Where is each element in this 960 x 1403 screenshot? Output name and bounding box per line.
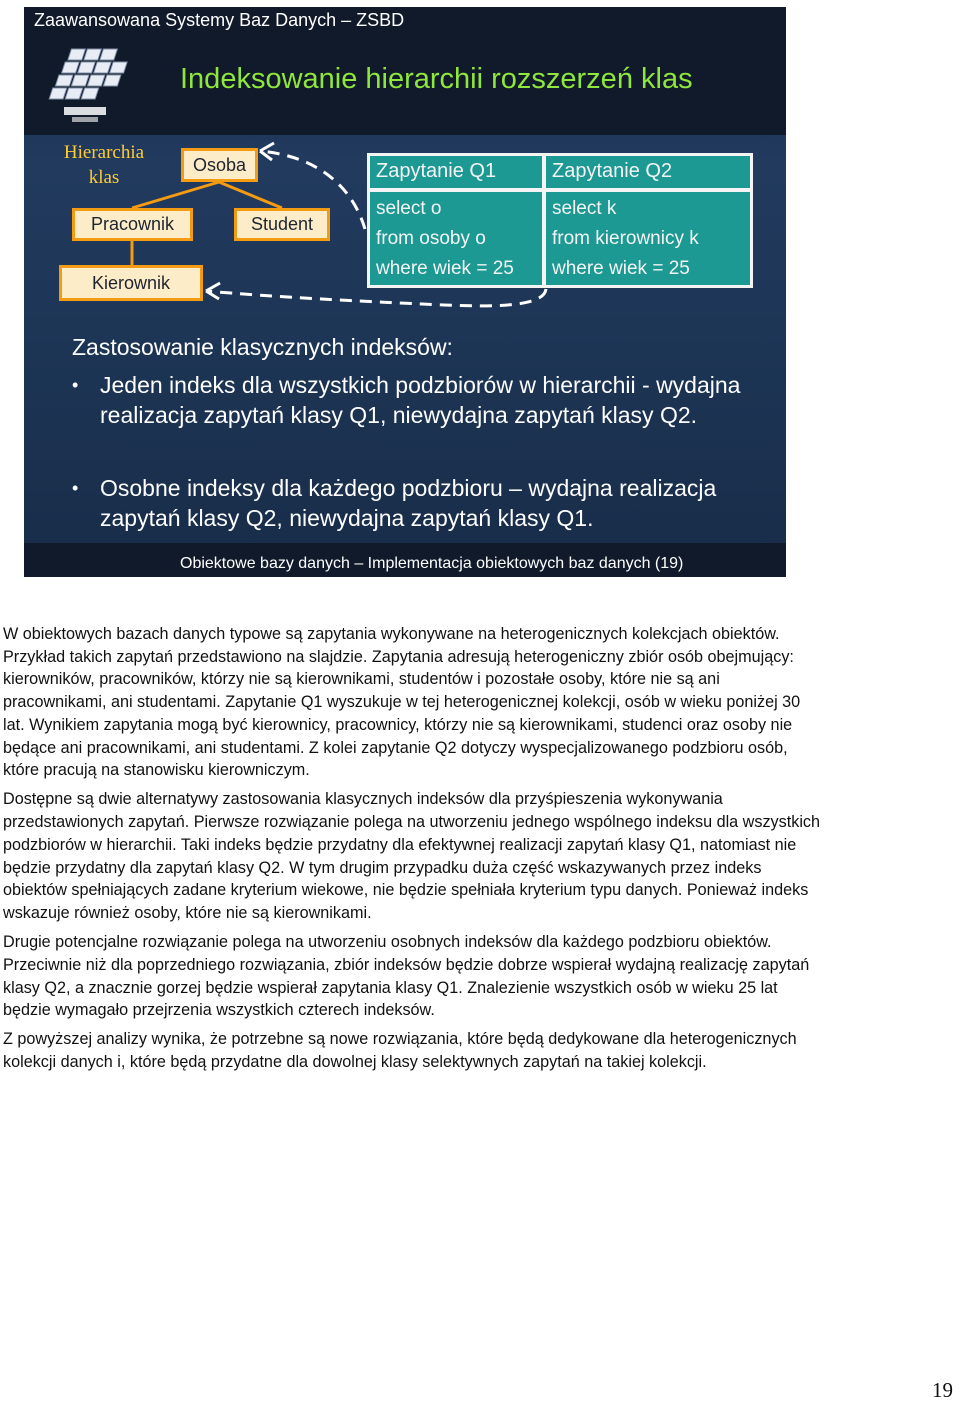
query-q2-line: from kierownicy k: [552, 228, 699, 249]
lecture-notes: [3, 623, 823, 1080]
hierarchy-label: [54, 140, 154, 190]
query-q1-line: select o: [376, 198, 442, 219]
hierarchy-label-line: Hierarchia: [63, 142, 145, 163]
class-box-student: Student: [234, 208, 330, 241]
notes-paragraph: W obiektowych bazach danych typowe są zapytania wykonywane na heterogenicznych kolekcjach obiektów. Przykład takich zapytań przedstawiono na slajdzie. Zapytania adresują heterogeniczny zbiór osób obejmujący: kierowników, pracowników, którzy nie są kierownikami, studentów i pozostałe osoby, które nie są ani pracownikami, ani studentami. Zapytanie Q1 wyszukuje w tej heterogenicznej kolekcji, osób w wieku poniżej 30 lat. Wynikiem zapytania mogą być kierownicy, pracownicy, którzy nie są kierownikami, studenci oraz osoby nie będące ani pracownikami, ani studentami. Z kolei zapytanie Q2 dotyczy wyspecjalizowanego podzbioru osób, które pracują na stanowisku kierowniczym.: [3, 625, 801, 780]
course-title: Zaawansowana Systemy Baz Danych – ZSBD: [34, 10, 405, 30]
bullet-text: Osobne indeksy dla każdego podzbioru – wydajna realizacja zapytań klasy Q2, niewydajna zapytań klasy Q1.: [100, 475, 717, 531]
bullet-dot-icon: •: [72, 375, 79, 395]
query-q2-body: [543, 189, 753, 288]
bullets-heading: Zastosowanie klasycznych indeksów:: [72, 334, 453, 360]
query-q1-title: Zapytanie Q1: [367, 153, 545, 191]
notes-paragraph: Z powyższej analizy wynika, że potrzebne są nowe rozwiązania, które będą dedykowane dla heterogenicznych kolekcji danych i, które będą przydatne dla dowolnej klasy selektywnych zapytań na takiej kolekcji.: [3, 1030, 797, 1072]
slide: [24, 7, 786, 577]
query-q1-line: where wiek = 25: [376, 258, 514, 279]
class-box-pracownik: Pracownik: [72, 208, 193, 241]
class-box-kierownik: Kierownik: [59, 265, 203, 301]
class-box-osoba: Osoba: [181, 148, 258, 182]
university-logo-icon: [36, 41, 142, 125]
bullet-item: [72, 370, 780, 430]
query-q1-line: from osoby o: [376, 228, 486, 249]
hierarchy-label-line: klas: [88, 167, 120, 188]
query-q2-title: Zapytanie Q2: [543, 153, 753, 191]
query-q2-line: select k: [552, 198, 617, 219]
bullet-text: Jeden indeks dla wszystkich podzbiorów w hierarchii - wydajna realizacja zapytań klasy Q1, niewydajna zapytań klasy Q2.: [100, 372, 741, 428]
notes-paragraph: Dostępne są dwie alternatywy zastosowania klasycznych indeksów dla przyśpieszenia wykonywania przedstawionych zapytań. Pierwsze rozwiązanie polega na utworzeniu jednego wspólnego indeksu dla wszystkich podzbiorów w hierarchii. Taki indeks będzie przydatny dla efektywnej realizacji zapytań klasy Q1, natomiast nie będzie przydatny dla zapytań klasy Q2. W tym drugim przypadku duża część wskazywanych przez indeks obiektów spełniających zadane kryterium wiekowe, nie będzie spełniała kryterium typu danych. Ponieważ indeks wskazuje również osoby, które nie są kierownikami.: [3, 790, 821, 922]
query-q1-body: [367, 189, 545, 288]
slide-title: Indeksowanie hierarchii rozszerzeń klas: [180, 63, 693, 95]
bullet-item: [72, 473, 780, 533]
page-number: 19: [932, 1378, 953, 1402]
bullet-dot-icon: •: [72, 478, 79, 498]
notes-paragraph: Drugie potencjalne rozwiązanie polega na utworzeniu osobnych indeksów dla każdego podzbioru obiektów. Przeciwnie niż dla poprzedniego rozwiązania, zbiór indeksów będzie dobrze wspierał wydajną realizację zapytań klasy Q2, a znacznie gorzej będzie wspierał zapytania klasy Q1. Znalezienie wszystkich osób w wieku 25 lat będzie wymagało przejrzenia wszystkich czterech indeksów.: [3, 933, 810, 1020]
query-q2-line: where wiek = 25: [552, 258, 690, 279]
slide-footer-text: Obiektowe bazy danych – Implementacja obiektowych baz danych (19): [180, 555, 684, 572]
